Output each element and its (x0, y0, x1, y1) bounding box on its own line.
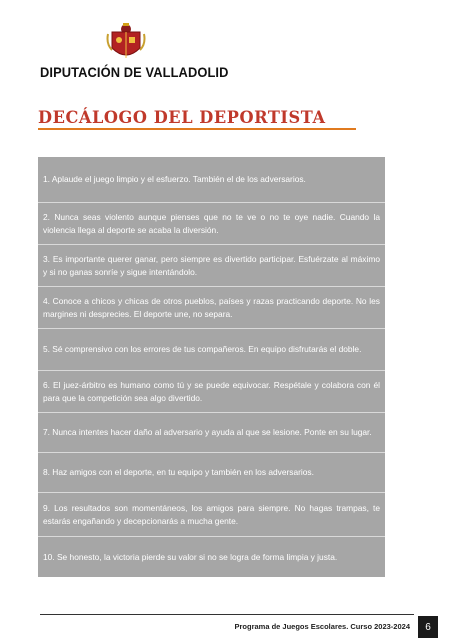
rule-item (38, 245, 385, 287)
rules-panel (38, 157, 385, 577)
rule-text: 1. Aplaude el juego limpio y el esfuerzo. También el de los adversarios. (43, 174, 306, 184)
logo-block (40, 20, 240, 82)
rule-text: 9. Los resultados son momentáneos, los amigos para siempre. No hagas trampas, te estarás engañando y decepcionarás a mucha gente. (43, 502, 380, 526)
rule-text: 8. Haz amigos con el deporte, en tu equipo y también en los adversarios. (43, 467, 314, 477)
page-title: DECÁLOGO DEL DEPORTISTA (38, 108, 326, 128)
rule-item (38, 493, 385, 537)
rule-text: 6. El juez-árbitro es humano como tú y se puede equivocar. Respétale y colabora con él para que la competición sea algo divertido. (43, 379, 380, 403)
rule-text: 5. Sé comprensivo con los errores de tus compañeros. En equipo disfrutarás el doble. (43, 344, 362, 354)
page-number-badge: 6 (418, 616, 438, 638)
rule-item (38, 203, 385, 245)
rule-item (38, 537, 385, 577)
rule-text: 10. Se honesto, la victoria pierde su valor si no se logra de forma limpia y justa. (43, 551, 338, 562)
rule-item (38, 453, 385, 493)
footer-divider (40, 614, 414, 615)
footer-program-text: Programa de Juegos Escolares. Curso 2023-2024 (234, 622, 410, 631)
rule-text: 3. Es importante querer ganar, pero siempre es divertido participar. Esfuérzate al máximo y si no ganas sonríe y sigue intentándolo. (43, 253, 380, 277)
rule-item (38, 287, 385, 329)
title-underline (38, 128, 356, 130)
rule-item (38, 157, 385, 203)
organization-name: DIPUTACIÓN DE VALLADOLID (40, 64, 229, 80)
rule-item (38, 413, 385, 453)
rule-item (38, 371, 385, 413)
rule-text: 7. Nunca intentes hacer daño al adversario y ayuda al que se lesione. Ponte en su lugar. (43, 427, 372, 437)
coat-of-arms-icon (106, 20, 146, 62)
rule-text: 4. Conoce a chicos y chicas de otros pueblos, países y razas practicando deporte. No les margines ni desprecies. El deporte une, no separa. (43, 295, 380, 319)
rule-text: 2. Nunca seas violento aunque pienses que no te ve o no te oye nadie. Cuando la violencia llega al deporte se acaba la diversión. (43, 211, 380, 235)
rule-item (38, 329, 385, 371)
